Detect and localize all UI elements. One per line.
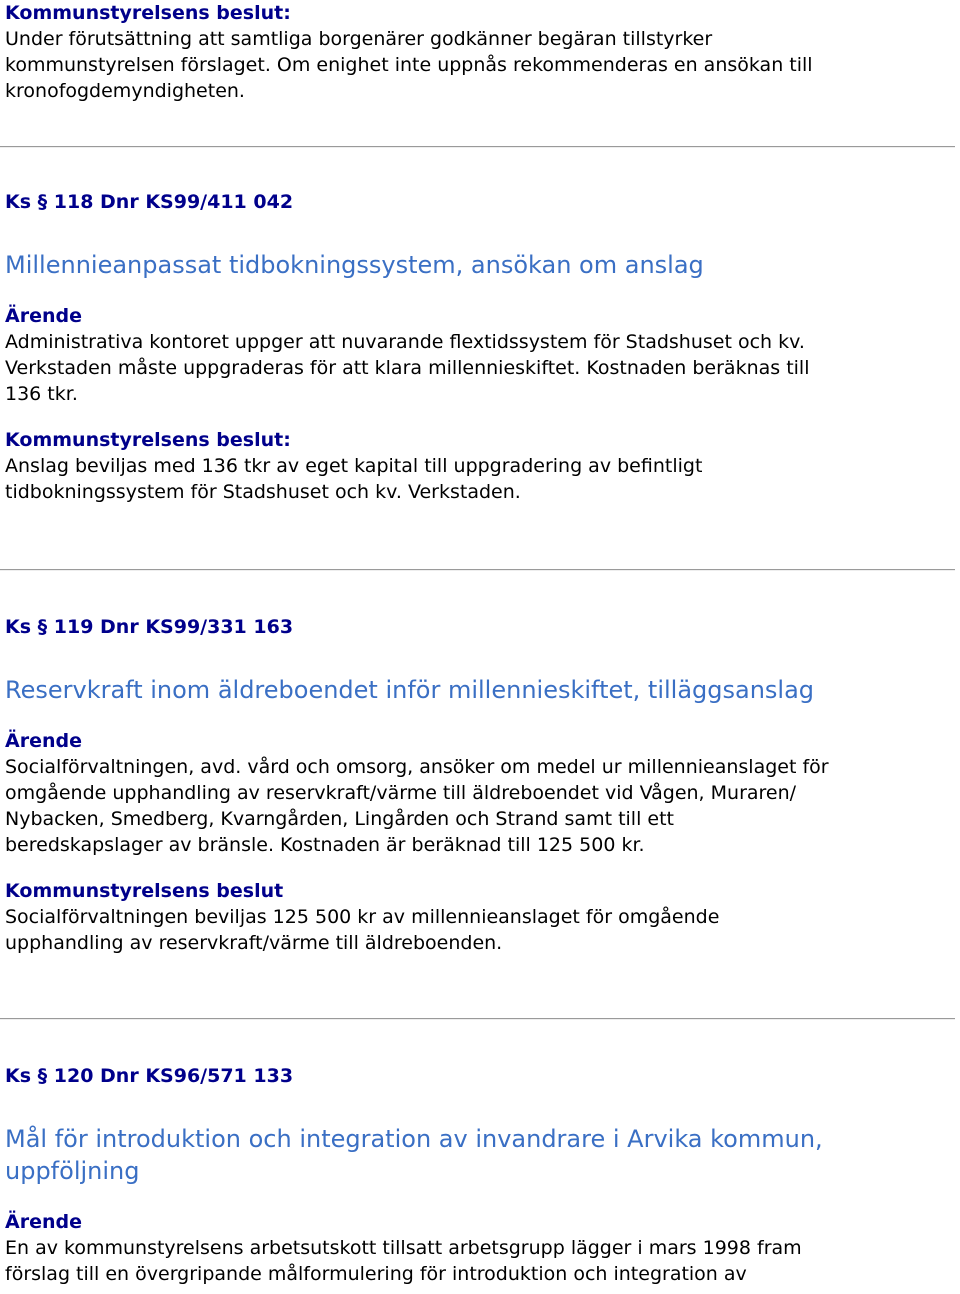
decision-label: Kommunstyrelsens beslut [5,880,284,902]
decision-text: Anslag beviljas med 136 tkr av eget kapital till uppgradering av befintligt tidbokningssystem för Stadshuset och kv. Verkstaden. [5,455,703,503]
decision-text: Socialförvaltningen beviljas 125 500 kr av millennieanslaget för omgående upphandling av reservkraft/värme till äldreboenden. [5,906,720,954]
section-divider [0,146,955,148]
case-section-119 [5,614,955,956]
intro-decision-text: Under förutsättning att samtliga borgenärer godkänner begäran tillstyrker kommunstyrelsen förslaget. Om enighet inte uppnås rekommenderas en ansökan till kronofogdemyndigheten. [5,28,813,102]
case-section-120 [5,1063,955,1287]
matter-text: En av kommunstyrelsens arbetsutskott tillsatt arbetsgrupp lägger i mars 1998 fram förslag till en övergripande målformulering för introduktion och integration av [5,1237,802,1285]
decision-label: Kommunstyrelsens beslut: [5,429,291,451]
case-section-118 [5,189,955,505]
matter-text: Socialförvaltningen, avd. vård och omsorg, ansöker om medel ur millennieanslaget för omgående upphandling av reservkraft/värme till äldreboendet vid Vågen, Muraren/ Nybacken, Smedberg, Kvarngården, Lingården och Strand samt till ett beredskapslager av bränsle. Kostnaden är beräknad till 125 500 kr. [5,756,829,856]
intro-section [5,0,955,104]
case-title: Reservkraft inom äldreboendet inför millennieskiftet, tilläggsanslag [5,676,815,704]
section-divider [0,569,955,571]
intro-decision-label: Kommunstyrelsens beslut: [5,2,291,24]
case-title: Mål för introduktion och integration av invandrare i Arvika kommun, uppföljning [5,1125,823,1185]
case-reference: Ks § 119 Dnr KS99/331 163 [5,616,294,638]
case-title: Millennieanpassat tidbokningssystem, ansökan om anslag [5,251,704,279]
matter-label: Ärende [5,1211,82,1233]
case-reference: Ks § 120 Dnr KS96/571 133 [5,1065,294,1087]
case-reference: Ks § 118 Dnr KS99/411 042 [5,191,294,213]
matter-text: Administrativa kontoret uppger att nuvarande flextidssystem för Stadshuset och kv. Verkstaden måste uppgraderas för att klara millennieskiftet. Kostnaden beräknas till 136 tkr. [5,331,810,405]
matter-label: Ärende [5,730,82,752]
section-divider [0,1018,955,1020]
matter-label: Ärende [5,305,82,327]
